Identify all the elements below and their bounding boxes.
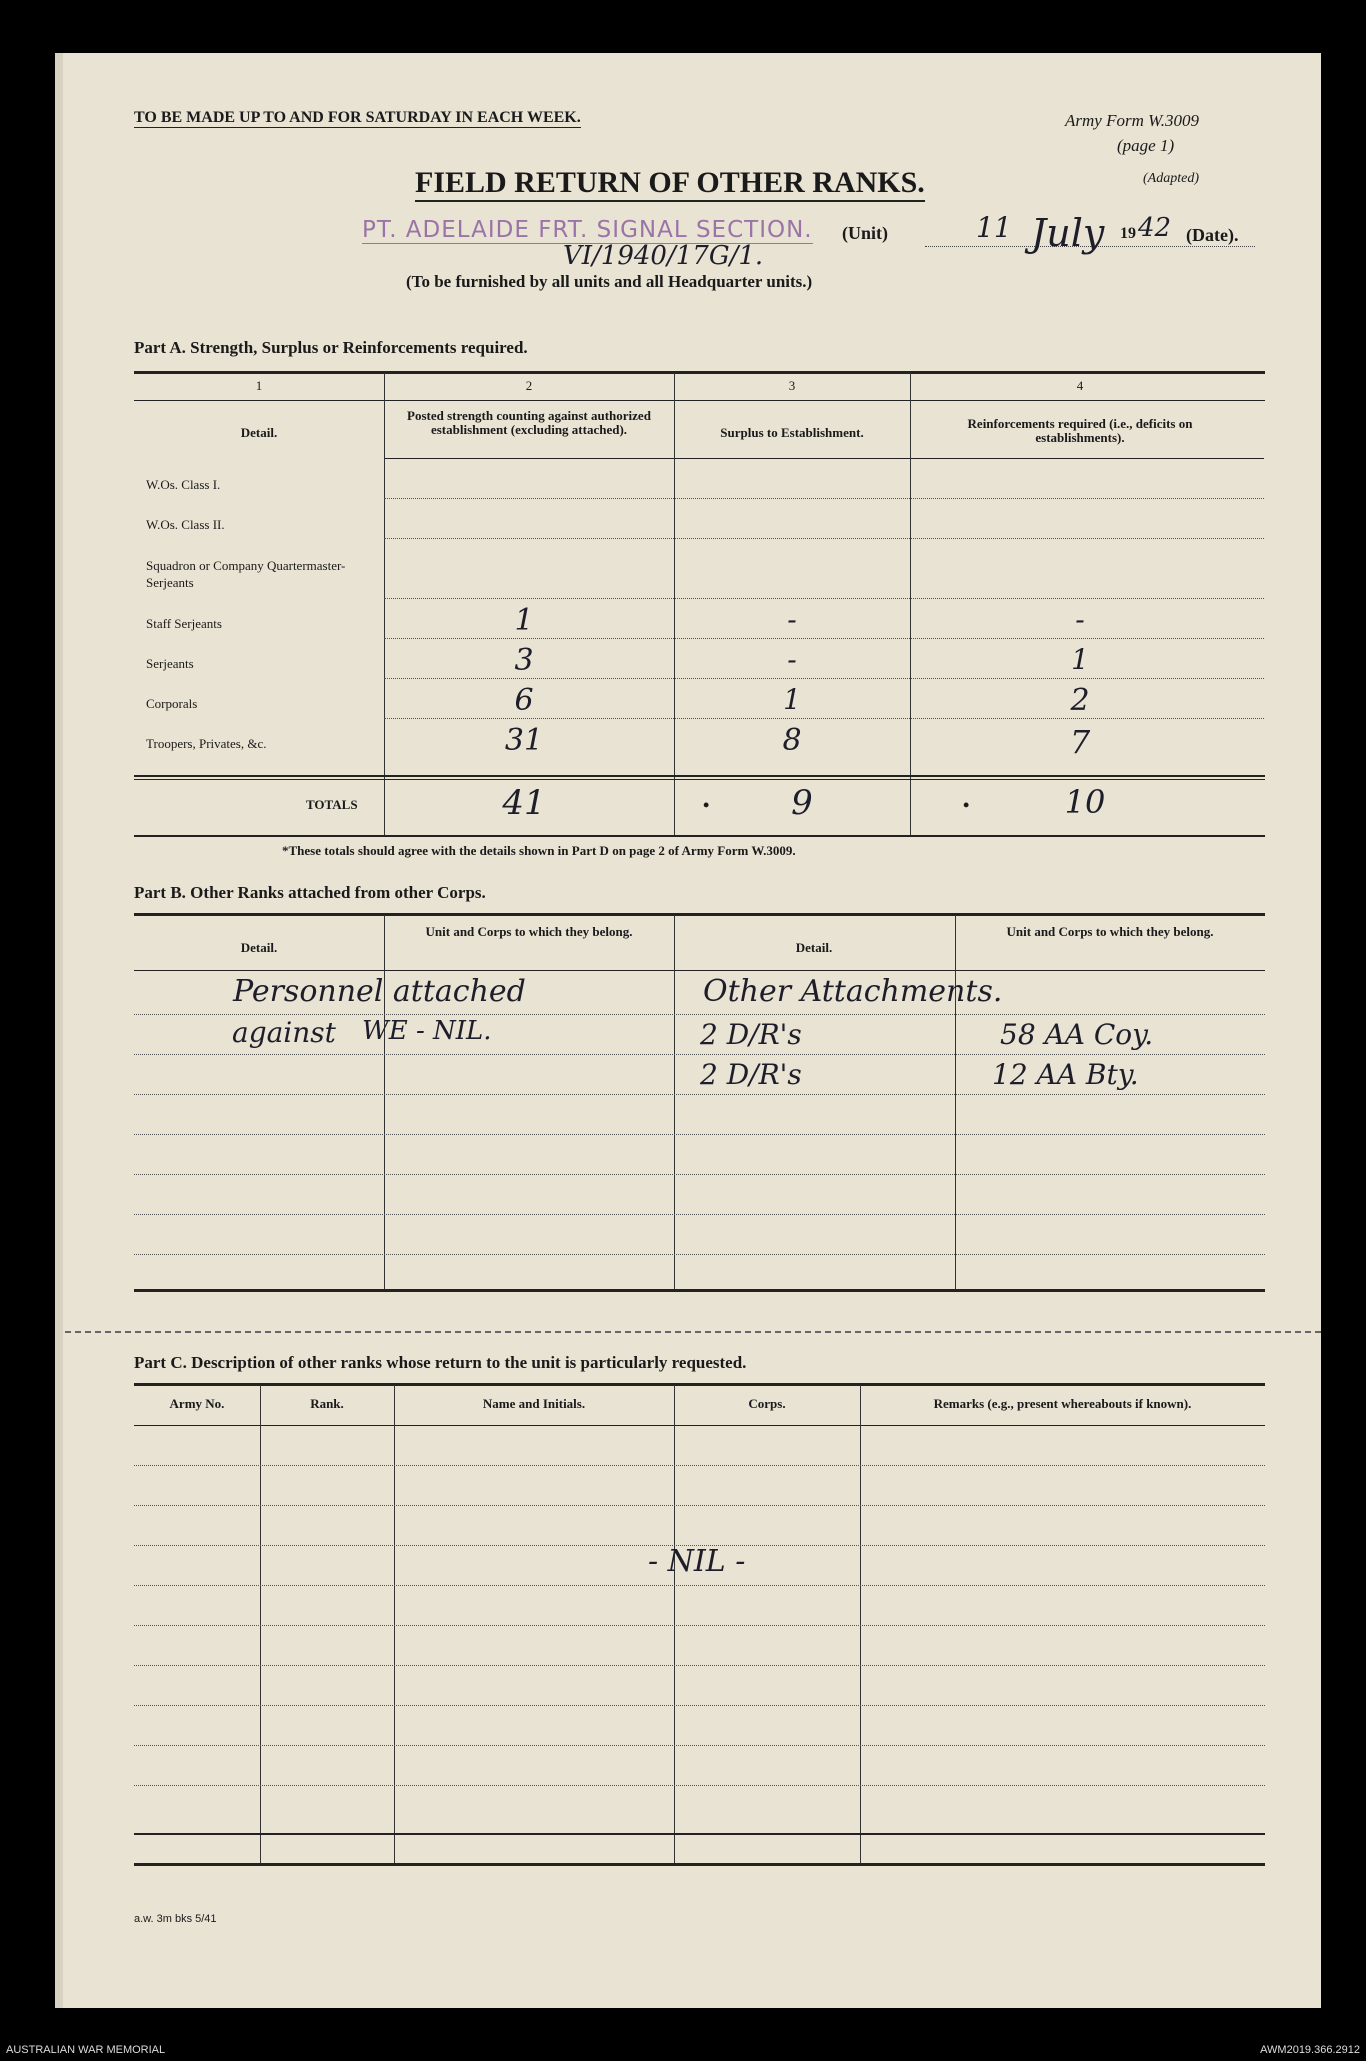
paper-edge [55, 53, 63, 2008]
army-form-number: Army Form W.3009 [1065, 111, 1199, 130]
part-b-row-line [134, 1254, 1265, 1255]
part-c-row-line [134, 1785, 1265, 1786]
unit-label: (Unit) [842, 223, 888, 243]
date-label: (Date). [1186, 225, 1239, 245]
part-a-col-number: 2 [525, 378, 533, 393]
part-b-row-line [134, 1174, 1265, 1175]
staff-serjeants-posted: 1 [514, 603, 534, 638]
totals-label: TOTALS [306, 797, 358, 812]
part-b-col-divider [674, 915, 675, 1289]
part-a-col-divider [910, 373, 911, 835]
form-sheet [55, 53, 1321, 2008]
part-a-header-detail: Detail. [240, 425, 278, 440]
corporals-posted: 6 [514, 683, 534, 718]
row-detail: W.Os. Class II. [146, 517, 225, 532]
year-prefix: 19 [1120, 225, 1136, 242]
part-c-row-line [134, 1505, 1265, 1506]
staff-serjeants-reinf: - [1075, 603, 1085, 636]
part-a-header-posted: Posted strength counting against authorized establishment (excluding attached). [407, 408, 651, 437]
footer-institution: AUSTRALIAN WAR MEMORIAL [6, 2044, 166, 2056]
corporals-reinf: 2 [1070, 683, 1090, 718]
date-month: July [1031, 211, 1105, 255]
part-a-col-divider [674, 373, 675, 835]
totals-reinf-asterisk: • [963, 795, 970, 815]
part-b-col-divider [955, 915, 956, 1289]
part-c-bottom-rule [134, 1863, 1265, 1866]
part-b-we-nil: WE - NIL. [362, 1016, 492, 1046]
totals-posted: 41 [502, 783, 546, 823]
part-c-row-line [134, 1745, 1265, 1746]
furnished-note: (To be furnished by all units and all Headquarter units.) [406, 272, 813, 291]
instruction-line: TO BE MADE UP TO AND FOR SATURDAY IN EACH WEEK. [134, 109, 581, 126]
part-b-bottom-rule [134, 1289, 1265, 1292]
part-c-nil: - NIL - [648, 1544, 746, 1579]
part-b-header: Unit and Corps to which they belong. [1006, 924, 1214, 939]
part-b-rule [134, 970, 1265, 971]
part-a-bottom-rule [134, 835, 1265, 837]
part-a-rule [134, 400, 1265, 401]
totals-surplus: 9 [791, 783, 813, 823]
totals-note: *These totals should agree with the details shown in Part D on page 2 of Army Form W.3009. [282, 843, 796, 858]
part-a-col-number: 4 [1076, 378, 1084, 393]
part-b-row-line [134, 1054, 1265, 1055]
row-line [384, 498, 1264, 499]
part-c-row-line [134, 1665, 1265, 1666]
part-b-row-line [134, 1134, 1265, 1135]
staff-serjeants-surplus: - [787, 603, 797, 636]
part-c-row-line [134, 1625, 1265, 1626]
row-line [384, 718, 1264, 719]
part-b-header: Detail. [240, 940, 278, 955]
part-c-row-line [134, 1585, 1265, 1586]
row-detail: Squadron or Company Quartermaster-Serjeants [146, 558, 346, 590]
part-a-rule [384, 458, 1264, 459]
attachment-detail: 2 D/R's [700, 1058, 802, 1091]
row-detail: Troopers, Privates, &c. [146, 736, 267, 751]
part-b-personnel-attached: Personnel attached [233, 974, 526, 1009]
attachment-detail: 2 D/R's [700, 1018, 802, 1051]
part-a-header-reinforcements: Reinforcements required (i.e., deficits on establishments). [967, 416, 1193, 445]
row-detail: Staff Serjeants [146, 616, 222, 631]
part-a-totals-rule [134, 779, 1265, 780]
part-a-col-divider [384, 373, 385, 835]
row-line [384, 538, 1264, 539]
file-reference: VI/1940/17G/1. [563, 241, 764, 271]
date-day: 11 [976, 211, 1012, 244]
year-suffix: 42 [1138, 213, 1172, 243]
part-b-title: Part B. Other Ranks attached from other Corps. [134, 883, 486, 902]
part-b-against: against [232, 1016, 336, 1049]
part-b-top-rule [134, 913, 1265, 916]
serjeants-reinf: 1 [1071, 643, 1089, 676]
row-detail: Serjeants [146, 656, 194, 671]
row-line [384, 678, 1264, 679]
part-c-header: Remarks (e.g., present whereabouts if known). [933, 1396, 1192, 1411]
attachment-unit: 12 AA Bty. [992, 1058, 1139, 1091]
page-number: (page 1) [1117, 136, 1175, 155]
row-line [384, 598, 1264, 599]
part-c-rule [134, 1833, 1265, 1835]
part-b-other-attachments: Other Attachments. [703, 974, 1003, 1009]
totals-reinf: 10 [1064, 783, 1106, 821]
part-c-top-rule [134, 1383, 1265, 1386]
part-b-row-line [134, 1094, 1265, 1095]
footer-accession: AWM2019.366.2912 [1260, 2044, 1360, 2056]
part-c-row-line [134, 1705, 1265, 1706]
unit-stamp: PT. ADELAIDE FRT. SIGNAL SECTION. [362, 217, 813, 243]
part-a-top-rule [134, 371, 1265, 374]
troopers-reinf: 7 [1069, 723, 1091, 761]
part-a-title: Part A. Strength, Surplus or Reinforcements required. [134, 338, 528, 357]
part-c-header: Army No. [169, 1396, 225, 1411]
part-c-row-line [134, 1465, 1265, 1466]
part-c-title: Part C. Description of other ranks whose return to the unit is particularly requested. [134, 1353, 747, 1372]
serjeants-surplus: - [787, 643, 797, 676]
part-b-header: Detail. [795, 940, 833, 955]
part-c-header: Name and Initials. [482, 1396, 586, 1411]
totals-surplus-asterisk: • [703, 795, 710, 815]
part-a-col-number: 1 [255, 378, 263, 393]
part-b-col-divider [384, 915, 385, 1289]
part-c-header: Rank. [310, 1396, 344, 1411]
troopers-surplus: 8 [782, 723, 802, 758]
part-c-header: Corps. [748, 1396, 786, 1411]
part-b-row-line [134, 1014, 1265, 1015]
part-b-row-line [134, 1214, 1265, 1215]
row-detail: W.Os. Class I. [146, 477, 221, 492]
row-detail: Corporals [146, 696, 198, 711]
part-a-totals-rule [134, 775, 1265, 777]
form-title: FIELD RETURN OF OTHER RANKS. [415, 166, 925, 202]
part-a-col-number: 3 [788, 378, 796, 393]
perforation-line [55, 1331, 1321, 1333]
part-b-header: Unit and Corps to which they belong. [425, 924, 633, 939]
row-line [384, 638, 1264, 639]
attachment-unit: 58 AA Coy. [1000, 1018, 1154, 1051]
troopers-posted: 31 [504, 723, 544, 758]
adapted-label: (Adapted) [1143, 171, 1199, 186]
part-a-header-surplus: Surplus to Establishment. [720, 425, 864, 440]
corporals-surplus: 1 [783, 683, 801, 716]
serjeants-posted: 3 [514, 643, 534, 678]
print-code: a.w. 3m bks 5/41 [134, 1913, 217, 1925]
part-c-rule [134, 1425, 1265, 1426]
